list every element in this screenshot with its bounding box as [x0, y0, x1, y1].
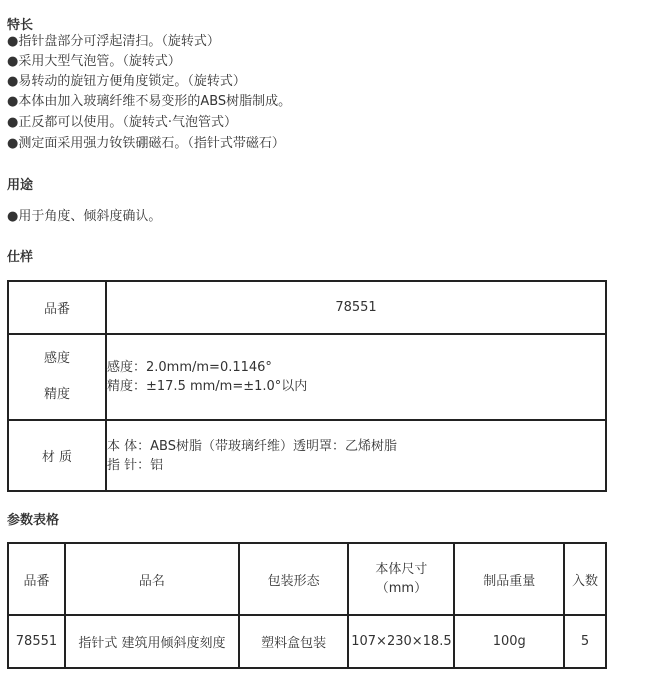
params-header-cell: 品名: [65, 543, 239, 615]
spec-value-text: 本 体：ABS树脂（带玻璃纤维）透明罩：乙烯树脂: [107, 438, 397, 454]
params-header-cell: 品番: [8, 543, 65, 615]
params-cell: 5: [564, 615, 606, 668]
table-row: [8, 615, 606, 668]
params-cell: 107×230×18.5: [348, 615, 454, 668]
feature-item: ●易转动的旋钮方便角度锁定。（旋转式）: [7, 74, 246, 89]
spec-label-text: 材 质: [41, 450, 73, 465]
features-heading: 特长: [7, 18, 34, 33]
params-header-cell: 入数: [564, 543, 606, 615]
feature-item: ●采用大型气泡管。（旋转式）: [7, 54, 181, 69]
params-table: [7, 542, 607, 669]
spec-value-text: 精度：±17.5 mm/m=±1.0°以内: [107, 379, 308, 394]
params-heading: 参数表格: [7, 513, 60, 528]
spec-row: [8, 281, 606, 334]
params-header-cell: 包装形态: [239, 543, 349, 615]
spec-value: [106, 334, 606, 420]
usage-item: ●用于角度、倾斜度确认。: [7, 209, 162, 224]
spec-value-text: 感度：2.0mm/m=0.1146°: [107, 360, 272, 375]
spec-value-text: 78551: [335, 300, 377, 315]
spec-value: [106, 420, 606, 491]
usage-heading: 用途: [7, 178, 34, 193]
spec-label-text: 精度: [43, 387, 70, 402]
spec-heading: 仕样: [7, 250, 34, 265]
feature-item: ●本体由加入玻璃纤维不易变形的ABS树脂制成。: [7, 94, 292, 109]
spec-label: [8, 420, 106, 491]
spec-row: [8, 334, 606, 420]
feature-item: ●指针盘部分可浮起清扫。（旋转式）: [7, 34, 220, 49]
spec-row: [8, 420, 606, 491]
feature-item: ●测定面采用强力钕铁硼磁石。（指针式带磁石）: [7, 136, 285, 151]
params-cell: 指针式 建筑用倾斜度刻度: [65, 615, 239, 668]
params-header-row: [8, 543, 606, 615]
params-cell: 100g: [454, 615, 564, 668]
params-cell: 塑料盒包装: [239, 615, 349, 668]
spec-label: [8, 281, 106, 334]
spec-table: [7, 280, 607, 492]
feature-item: ●正反都可以使用。（旋转式·气泡管式）: [7, 115, 237, 130]
spec-label: [8, 334, 106, 420]
spec-label-text: 品番: [43, 302, 70, 317]
spec-value-text: 指 针：铝: [107, 457, 164, 473]
spec-value: [106, 281, 606, 334]
params-cell: 78551: [8, 615, 65, 668]
spec-label-text: 感度: [43, 351, 70, 366]
params-header-cell: 制品重量: [454, 543, 564, 615]
params-header-cell: 本体尺寸 （mm）: [348, 543, 454, 615]
